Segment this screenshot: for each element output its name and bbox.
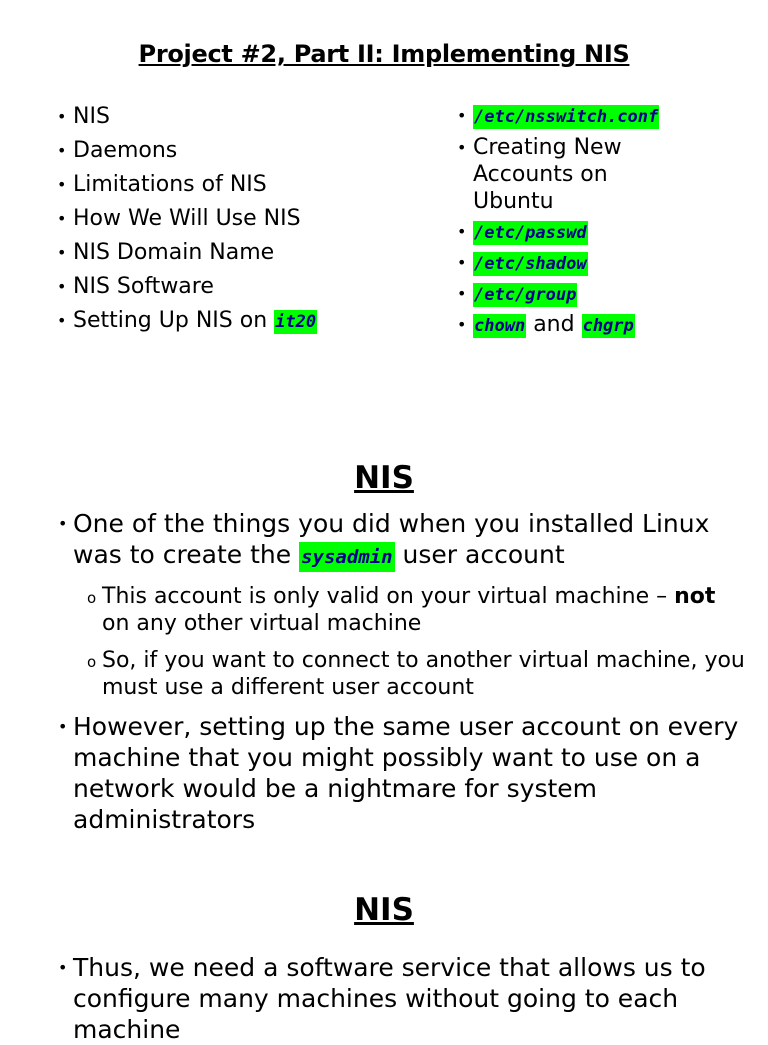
page-title: Project #2, Part II: Implementing NIS — [138, 40, 630, 68]
sub-bullet-icon: o — [87, 653, 97, 671]
list-item — [457, 250, 757, 277]
list-item: • NIS — [57, 104, 110, 129]
bullet-icon: • — [457, 222, 467, 241]
bullet-icon: • — [457, 138, 467, 157]
list-item: • How We Will Use NIS — [57, 206, 301, 231]
bullet-icon: • — [457, 315, 467, 334]
bullet-icon: • — [57, 175, 67, 194]
code-it20: it20 — [275, 312, 317, 332]
sub-list-item: o So, if you want to connect to another virtual machine, you must use a different user account — [87, 648, 745, 700]
code-group: /etc/group — [474, 285, 577, 305]
code-chown: chown — [474, 316, 526, 336]
list-item: • NIS Domain Name — [57, 240, 275, 265]
bullet-icon: • — [58, 717, 68, 736]
bullet-icon: • — [58, 514, 68, 533]
toc-right-list — [457, 103, 757, 343]
bullet-icon: • — [457, 284, 467, 303]
list-item: • Daemons — [57, 138, 178, 163]
bullet-icon: • — [457, 106, 467, 125]
bullet-icon: • — [57, 209, 67, 228]
bullet-icon: • — [457, 253, 467, 272]
section-2-title: NIS — [354, 892, 414, 928]
list-item: • One of the things you did when you installed Linux was to create the sysadmin user account — [58, 508, 748, 573]
list-item — [457, 103, 757, 130]
list-item: • Setting Up NIS on it20 — [57, 308, 317, 333]
list-item: • However, setting up the same user account on every machine that you might possibly want to use on a network would be a nightmare for system administrators — [58, 712, 739, 834]
code-sysadmin: sysadmin — [299, 542, 395, 572]
bullet-icon: • — [57, 107, 67, 126]
list-item: • chown and chgrp — [457, 312, 634, 337]
bullet-icon: • — [57, 311, 67, 330]
list-item: • Creating New Accounts on Ubuntu — [457, 135, 622, 214]
bullet-icon: • — [57, 243, 67, 262]
section-2-list — [58, 952, 748, 1045]
list-item: • Thus, we need a software service that allows us to configure many machines without going to each machine — [58, 953, 706, 1044]
sub-bullet-icon: o — [87, 589, 97, 607]
list-item: • NIS Software — [57, 274, 214, 299]
list-item — [457, 219, 757, 246]
bullet-icon: • — [57, 141, 67, 160]
section-1-title: NIS — [354, 460, 414, 496]
list-item — [457, 281, 757, 308]
list-item: • Limitations of NIS — [57, 172, 267, 197]
code-chgrp: chgrp — [582, 316, 634, 336]
code-nsswitch: /etc/nsswitch.conf — [474, 107, 659, 127]
sub-list-item: o This account is only valid on your virtual machine – not on any other virtual machine — [87, 584, 716, 636]
toc-left-list — [57, 104, 317, 343]
bullet-icon: • — [58, 958, 68, 977]
section-1-list — [58, 508, 748, 835]
bullet-icon: • — [57, 277, 67, 296]
code-shadow: /etc/shadow — [474, 254, 587, 274]
code-passwd: /etc/passwd — [474, 223, 587, 243]
